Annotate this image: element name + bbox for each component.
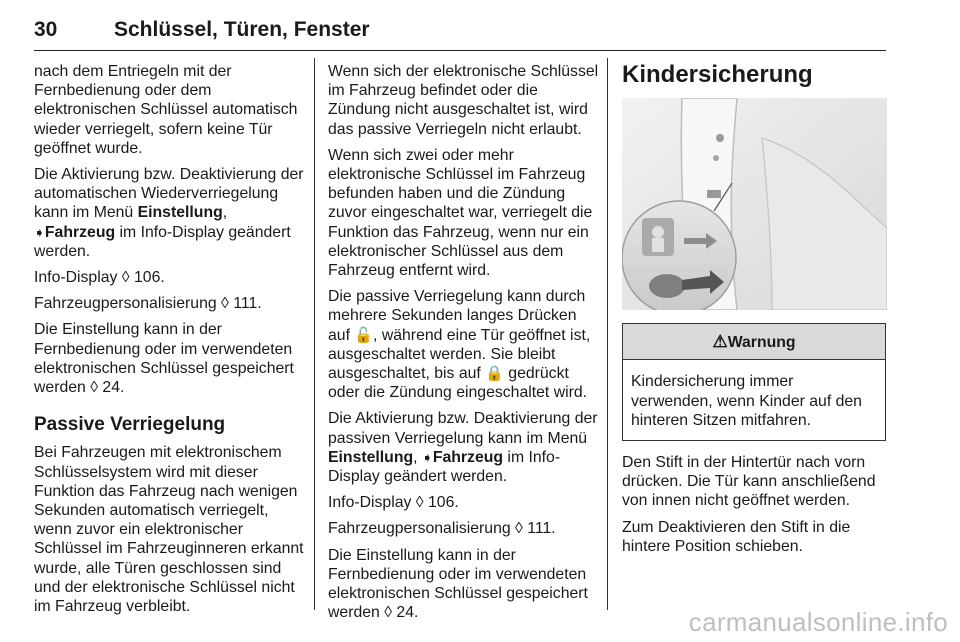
text: Die Einstellung kann in der Fernbedienung oder im verwendeten elektronischen Schlüssel gespeichert werden (34, 321, 294, 397)
chapter-title: Schlüssel, Türen, Fenster (114, 18, 370, 41)
text: , während eine Tür geöffnet ist, ausgeschaltet werden. Sie bleibt ausgeschaltet, bis auf (328, 326, 591, 383)
unlock-icon: 🔓 (354, 326, 374, 344)
page-ref: 24. (392, 604, 419, 622)
page-ref: 106. (129, 269, 165, 287)
lock-knob (649, 274, 685, 298)
paragraph: Wenn sich der elektronische Schlüssel im Fahrzeug befindet oder die Zündung nicht ausgeschaltet ist, wird das passive Verriegeln nicht erlaubt. (328, 63, 599, 138)
text: gedrückt oder die Zündung eingeschaltet wird. (328, 365, 588, 402)
child-lock-symbol (642, 218, 674, 256)
page-number: 30 (34, 18, 58, 41)
paragraph: Den Stift in der Hintertür nach vorn drücken. Die Tür kann anschließend von innen nicht geöffnet werden. (622, 454, 876, 510)
text: im Info-Display geändert werden. (328, 448, 561, 486)
column-middle (328, 62, 600, 629)
child-lock-illustration (622, 98, 887, 310)
watermark: carmanualsonline.info (688, 607, 948, 637)
paragraph (328, 546, 600, 623)
menu-einstellung: Einstellung (137, 204, 223, 222)
page-header (34, 0, 886, 51)
menu-fahrzeug: Fahrzeug (44, 223, 116, 241)
text: Fahrzeugpersonalisierung (34, 295, 222, 313)
page-ref: 111. (522, 520, 556, 538)
child-lock-pin (707, 190, 721, 198)
text: Die passive Verriegelung kann durch mehrere Sekunden langes Drücken auf (328, 288, 586, 344)
warning-triangle-icon: ⚠ (712, 332, 728, 352)
child-lock-symbol-torso (652, 238, 664, 252)
paragraph: Wenn sich zwei oder mehr elektronische Schlüssel im Fahrzeug befunden haben und die Zündung zuvor eingeschaltet war, verriegelt die Funktion das Fahrzeug, wenn nur ein elektronischer Schlüssel aus dem Fahrzeug entfernt wird. (328, 146, 593, 280)
page-ref: 111. (228, 295, 262, 313)
reference (34, 268, 304, 287)
reference (328, 493, 600, 512)
reference-arrow-icon: ◊ (415, 494, 424, 512)
reference-arrow-icon: ◊ (121, 269, 130, 287)
door-illustration-svg (622, 98, 887, 310)
page-ref: 106. (423, 494, 459, 512)
lock-icon: 🔒 (485, 365, 504, 383)
section-title: Kindersicherung (622, 61, 813, 88)
text: Die Aktivierung bzw. Deaktivierung der passiven Verriegelung kann im Menü (328, 410, 598, 447)
text: , (413, 448, 422, 466)
child-lock-symbol-head (652, 226, 664, 238)
arrow-icon: ➧ (34, 224, 45, 240)
column-divider-2 (607, 58, 608, 610)
column-right (622, 62, 888, 563)
reference-arrow-icon: ◊ (384, 604, 393, 622)
text: Fahrzeugpersonalisierung (328, 520, 516, 538)
text: Info-Display (328, 494, 416, 512)
reference-arrow-icon: ◊ (221, 295, 229, 313)
reference-arrow-icon: ◊ (515, 520, 523, 538)
warning-header (623, 324, 885, 360)
reference-arrow-icon: ◊ (90, 379, 99, 397)
column-left (34, 62, 304, 623)
warning-title: Warnung (727, 334, 796, 352)
paragraph: Bei Fahrzeugen mit elektronischem Schlüsselsystem wird mit dieser Funktion das Fahrzeug nach wenigen Sekunden automatisch verriegelt, wenn zuvor ein elektronischer Schlüssel im Fahrzeuginneren erkannt wurde, alle Türen geschlossen sind und der elektronische Schlüssel nicht im Fahrzeug verbleibt. (34, 444, 304, 616)
text: , (222, 204, 228, 222)
paragraph (328, 287, 600, 402)
page-ref: 24. (98, 379, 125, 397)
menu-fahrzeug: Fahrzeug (432, 448, 504, 466)
section-heading: Passive Verriegelung (34, 414, 226, 436)
paragraph (34, 165, 304, 261)
text: Info-Display (34, 269, 122, 287)
paragraph: Zum Deaktivieren den Stift in die hintere Position schieben. (622, 518, 851, 555)
warning-text: Kindersicherung immer verwenden, wenn Kinder auf den hinteren Sitzen mitfahren. (631, 373, 862, 429)
text: Die Aktivierung bzw. Deaktivierung der automatischen Wiederverriegelung kann im Menü (34, 166, 304, 222)
reference (34, 294, 304, 313)
paragraph (34, 320, 304, 397)
column-divider-1 (314, 58, 315, 610)
paragraph (328, 409, 600, 486)
door-screw (716, 134, 724, 142)
door-screw (713, 155, 719, 161)
reference (328, 519, 600, 538)
paragraph: nach dem Entriegeln mit der Fernbedienung oder dem elektronischen Schlüssel automatisch wieder verriegelt, sofern keine Tür geöffnet wurde. (34, 63, 298, 157)
warning-box (622, 323, 886, 441)
text: Die Einstellung kann in der Fernbedienung oder im verwendeten elektronischen Schlüssel gespeichert werden (328, 546, 588, 622)
menu-einstellung: Einstellung (328, 448, 414, 466)
text: im Info-Display geändert werden. (34, 223, 291, 260)
arrow-icon: ➧ (421, 449, 433, 465)
